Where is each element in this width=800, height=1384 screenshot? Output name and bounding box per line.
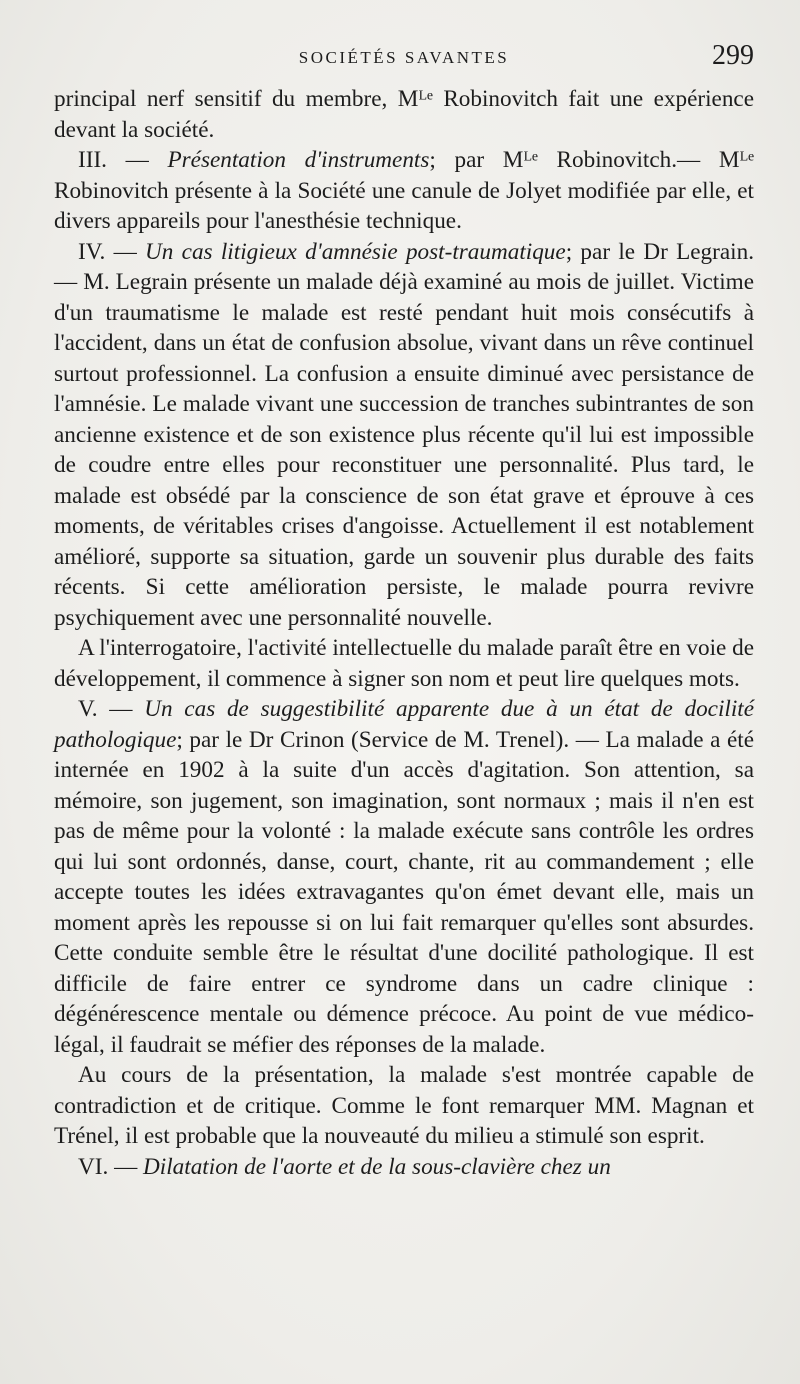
section-title: Dilatation de l'aorte et de la sous-clavière chez un	[143, 1153, 611, 1180]
section-v: V. — Un cas de suggestibilité apparente due à un état de docilité pathologique; par le Dr Crinon (Service de M. Trenel). — La malade a été internée en 1902 à la suite d'un accès d'agitation. Son attention, sa mémoire, son jugement, son imagination, sont normaux ; mais il n'en est pas de même pour la volonté : la malade exécute sans contrôle les ordres qui lui sont ordonnés, danse, court, chante, rit au commandement ; elle accepte toutes les idées extravagantes qu'on émet devant elle, mais un moment après les repousse si on lui fait remarquer qu'elles sont absurdes. Cette conduite semble être le résultat d'une docilité pathologique. Il est difficile de faire entrer ce syndrome dans un cadre clinique : dégénérescence mentale ou démence précoce. Au point de vue médico-légal, il faudrait se méfier des réponses de la malade.	[54, 696, 755, 1058]
section-iv: IV. — Un cas litigieux d'amnésie post-traumatique; par le Dr Legrain. — M. Legrain présente un malade déjà examiné au mois de juillet. Victime d'un traumatisme le malade est resté pendant huit mois consécutifs à l'accident, dans un état de confusion absolue, vivant dans un rêve continuel surtout professionnel. La confusion a ensuite diminué avec persistance de l'amnésie. Le malade vivant une succession de tranches subintrantes de son ancienne existence et de son existence plus récente qu'il lui est impossible de coudre entre elles pour reconstituer une personnalité. Plus tard, le malade est obsédé par la conscience de son état grave et éprouve à ces moments, de véritables crises d'angoisse. Actuellement il est notablement amélioré, supporte sa situation, garde un souvenir plus durable des faits récents. Si cette amélioration persiste, le malade pourra revivre psychiquement avec une personnalité nouvelle.	[54, 238, 754, 631]
paragraph-text: principal nerf sensitif du membre, Mᴸᵉ Robinovitch fait une expérience devant la société.	[54, 86, 754, 143]
section-vi: VI. — Dilatation de l'aorte et de la sous-clavière chez un	[78, 1153, 611, 1180]
paragraph-text: ; par le Dr Crinon (Service de M. Trenel). — La malade a été internée en 1902 à la suite d'un accès d'agitation. Son attention, sa mémoire, son jugement, son imagination, sont normaux ; mais il n'en est pas de même pour la volonté : la malade exécute sans contrôle les ordres qui lui sont ordonnés, danse, court, chante, rit au commandement ; elle accepte toutes les idées extravagantes qu'on émet devant elle, mais un moment après les repousse si on lui fait remarquer qu'elles sont absurdes. Cette conduite semble être le résultat d'une docilité pathologique. Il est difficile de faire entrer ce syndrome dans un cadre clinique : dégénérescence mentale ou démence précoce. Au point de vue médico-légal, il faudrait se méfier des réponses de la malade.	[54, 726, 754, 1058]
section-title: Un cas litigieux d'amnésie post-traumatique	[145, 238, 566, 265]
page-number: 299	[712, 40, 754, 71]
section-number: III.	[78, 147, 107, 173]
section-title: Un cas de suggestibilité apparente due à un état de docilité pathologique	[54, 696, 755, 753]
paragraph-text: A l'interrogatoire, l'activité intellectuelle du malade paraît être en voie de développement, il commence à signer son nom et peut lire quelques mots.	[54, 635, 754, 692]
running-header	[54, 40, 754, 80]
section-iii: III. — Présentation d'instruments; par Mᴸᵉ Robinovitch.— Mᴸᵉ Robinovitch présente à la Société une canule de Jolyet modifiée par elle, et divers appareils pour l'anesthésie technique.	[54, 147, 755, 234]
section-number: IV.	[78, 238, 106, 265]
paragraph-text: ; par Mᴸᵉ Robinovitch.— Mᴸᵉ Robinovitch présente à la Société une canule de Jolyet modifiée par elle, et divers appareils pour l'anesthésie technique.	[54, 147, 755, 234]
section-title: Présentation d'instruments	[167, 147, 430, 173]
paragraph-text: ; par le Dr Legrain. — M. Legrain présente un malade déjà examiné au mois de juillet. Victime d'un traumatisme le malade est resté pendant huit mois consécutifs à l'accident, dans un état de confusion absolue, vivant dans un rêve continuel surtout professionnel. La confusion a ensuite diminué avec persistance de l'amnésie. Le malade vivant une succession de tranches subintrantes de son ancienne existence et de son existence plus récente qu'il lui est impossible de coudre entre elles pour reconstituer une personnalité. Plus tard, le malade est obsédé par la conscience de son état grave et éprouve à ces moments, de véritables crises d'angoisse. Actuellement il est notablement amélioré, supporte sa situation, garde un souvenir plus durable des faits récents. Si cette amélioration persiste, le malade pourra revivre psychiquement avec une personnalité nouvelle.	[54, 238, 754, 631]
paragraph-continuation	[54, 84, 754, 145]
section-number: V.	[78, 696, 98, 722]
body-text	[54, 84, 754, 1182]
section-number: VI.	[78, 1153, 109, 1180]
paragraph-interrogatoire	[54, 633, 754, 694]
running-title: SOCIÉTÉS SAVANTES	[298, 48, 510, 67]
paragraph-presentation	[54, 1060, 754, 1152]
paragraph-text: Au cours de la présentation, la malade s'est montrée capable de contradiction et de critique. Comme le font remarquer MM. Magnan et Trénel, il est probable que la nouveauté du milieu a stimulé son esprit.	[54, 1062, 754, 1149]
